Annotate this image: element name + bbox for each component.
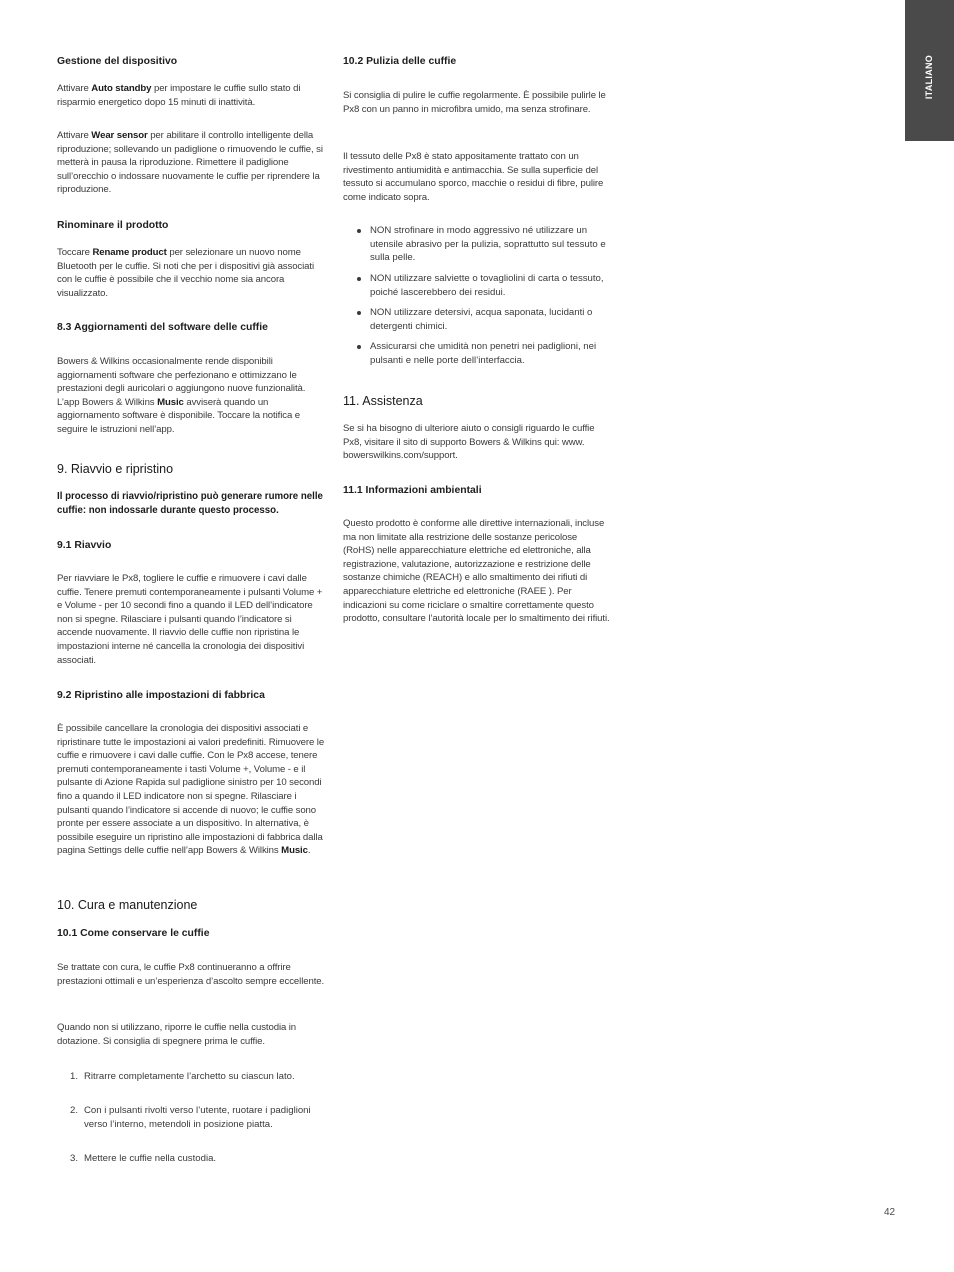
section-10-2-heading: 10.2 Pulizia delle cuffie bbox=[343, 56, 457, 67]
section-11-1-paragraph: Questo prodotto è conforme alle direttive internazionali, incluse ma non limitate alla restrizione delle sostanze pericolose (RoHS) nelle apparecchiature elettriche ed elettroniche, alla registrazione, valutazione, autorizzazione e restrizione delle sostanze chimiche (REACH) e allo smaltimento dei rifiuti di apparecchiature elettriche ed elettroniche (RAEE ). Per indicazioni su come riciclare o smaltire correttamente questo prodotto, consultare l’autorità locale per lo smaltimento dei rifiuti. bbox=[343, 518, 610, 625]
language-tab-label: ITALIANO bbox=[924, 54, 935, 99]
text-span: avviserà quando un aggiornamento software è disponibile. Toccare la notifica e seguire le istruzioni nell’app. bbox=[57, 396, 300, 435]
section-10-2-paragraph-1: Si consiglia di pulire le cuffie regolarmente. È possibile pulirle le Px8 con un panno in microfibra umido, ma senza strofinare. bbox=[343, 90, 606, 115]
text-span: Attivare bbox=[57, 130, 92, 141]
list-text: Assicurarsi che umidità non penetri nei padiglioni, nei pulsanti e nelle porte dell’interfaccia. bbox=[370, 341, 597, 366]
text-span: È possibile cancellare la cronologia dei dispositivi associati e ripristinare tutte le impostazioni ai valori predefiniti. Rimuovere le cuffie e rimuovere i cavi dalle cuffie. Con le Px8 accese, tenere premuti contemporaneamente i tasti Volume +, Volume - e il pulsante di Azione Rapida sul padiglione sinistro per 10 secondi fino a quando il LED indicatore non si spegne. Rilasciare i pulsanti quando l’indicatore si accende di nuovo; le cuffie sono pronte per essere associate a un dispositivo. In alternativa, è possibile eseguire un ripristino alle impostazioni di fabbrica dalla pagina Settings delle cuffie nell’app Bowers & Wilkins bbox=[57, 723, 325, 857]
section-8-3-paragraph bbox=[57, 355, 325, 437]
list-number: 3. bbox=[70, 1153, 79, 1164]
list-number: 2. bbox=[70, 1105, 79, 1116]
text-span: per selezionare un nuovo nome Bluetooth per le cuffie. Si noti che per i dispositivi già associati con le cuffie è possibile che il vecchio nome sia ancora visualizzato. bbox=[57, 247, 314, 299]
list-text: NON strofinare in modo aggressivo né utilizzare un utensile abrasivo per la pulizia, soprattutto sul tessuto e sulla pelle. bbox=[370, 225, 606, 264]
section-9-heading: 9. Riavvio e ripristino bbox=[57, 462, 174, 476]
auto-standby-paragraph bbox=[57, 82, 325, 109]
wear-sensor-paragraph bbox=[57, 129, 325, 197]
section-11-heading: 11. Assistenza bbox=[343, 394, 423, 408]
section-10-1-paragraph-2: Quando non si utilizzano, riporre le cuffie nella custodia in dotazione. Si consiglia di spegnere prima le cuffie. bbox=[57, 1022, 297, 1047]
list-text: NON utilizzare salviette o tovagliolini di carta o tessuto, poiché lascerebbero dei residui. bbox=[370, 273, 604, 298]
reset-warning: Il processo di riavvio/ripristino può generare rumore nelle cuffie: non indossarle durante questo processo. bbox=[57, 491, 323, 516]
gestione-heading: Gestione del dispositivo bbox=[57, 56, 178, 67]
text-span: Attivare bbox=[57, 83, 92, 94]
rename-paragraph bbox=[57, 246, 325, 300]
list-text: Con i pulsanti rivolti verso l’utente, ruotare i padiglioni verso l’interno, metendoli in posizione piatta. bbox=[84, 1105, 311, 1130]
list-text: NON utilizzare detersivi, acqua saponata, lucidanti o detergenti chimici. bbox=[370, 307, 593, 332]
section-11-1-heading: 11.1 Informazioni ambientali bbox=[343, 485, 482, 496]
text-span: per abilitare il controllo intelligente della riproduzione; sollevando un padiglione o rimuovendo le cuffie, si metterà in pausa la riproduzione. Rimettere il padiglione sull’orecchio o indossare nuovamente le cuffie per riprendere la riproduzione. bbox=[57, 130, 323, 196]
section-10-2-paragraph-2: Il tessuto delle Px8 è stato appositamente trattato con un rivestimento antiumidità e antimacchia. Se sulla superficie del tessuto si accumulano sporco, macchie o residui di fibre, pulire come indicato sopra. bbox=[343, 151, 604, 203]
list-text: Ritrarre completamente l’archetto su ciascun lato. bbox=[84, 1071, 295, 1082]
section-9-2-paragraph bbox=[57, 722, 325, 858]
section-9-1-paragraph: Per riavviare le Px8, togliere le cuffie e rimuovere i cavi dalle cuffie. Tenere premuti contemporaneamente i pulsanti Volume + e Volume - per 10 secondi fino a quando il LED dell’indicatore non si spegne. Rilasciare i pulsanti quando l’indicatore si accende nuovamente. Il riavvio delle cuffie non ripristina le impostazioni interne né cancella la cronologia dei dispositivi associati. bbox=[57, 573, 323, 666]
text-span: Bowers & Wilkins occasionalmente rende disponibili aggiornamenti software che perfezionano e ottimizzano le prestazioni degli auricolari o aggiungono nuove funzionalità. L’app Bowers & Wilkins bbox=[57, 356, 306, 408]
text-span: per impostare le cuffie sullo stato di risparmio energetico dopo 15 minuti di inattività. bbox=[57, 83, 301, 108]
rename-product-term: Rename product bbox=[92, 247, 167, 258]
bullet-icon bbox=[357, 229, 361, 233]
section-10-1-heading: 10.1 Come conservare le cuffie bbox=[57, 928, 210, 939]
bullet-icon bbox=[357, 311, 361, 315]
bullet-icon bbox=[357, 277, 361, 281]
music-app-term: Music bbox=[157, 396, 184, 408]
text-span: Toccare bbox=[57, 247, 93, 258]
music-app-term: Music bbox=[281, 845, 308, 857]
section-10-heading: 10. Cura e manutenzione bbox=[57, 898, 198, 912]
auto-standby-term: Auto standby bbox=[91, 83, 152, 94]
text-span: . bbox=[307, 845, 311, 857]
section-8-3-heading: 8.3 Aggiornamenti del software delle cuffie bbox=[57, 322, 268, 333]
language-tab-label-wrap bbox=[905, 0, 954, 141]
section-9-1-heading: 9.1 Riavvio bbox=[57, 540, 112, 551]
bullet-icon bbox=[357, 345, 361, 349]
page-number: 42 bbox=[884, 1207, 896, 1218]
rinominare-heading: Rinominare il prodotto bbox=[57, 220, 169, 231]
section-11-paragraph: Se si ha bisogno di ulteriore aiuto o consigli riguardo le cuffie Px8, visitare il sito di supporto Bowers & Wilkins qui: www. bowerswilkins.com/support. bbox=[343, 423, 595, 462]
wear-sensor-term: Wear sensor bbox=[91, 130, 148, 141]
section-10-1-paragraph-1: Se trattate con cura, le cuffie Px8 continueranno a offrire prestazioni ottimali e un’esperienza d’ascolto sempre eccellente. bbox=[57, 962, 325, 987]
list-text: Mettere le cuffie nella custodia. bbox=[84, 1153, 217, 1164]
section-9-2-heading: 9.2 Ripristino alle impostazioni di fabbrica bbox=[57, 690, 265, 701]
list-number: 1. bbox=[70, 1071, 79, 1082]
